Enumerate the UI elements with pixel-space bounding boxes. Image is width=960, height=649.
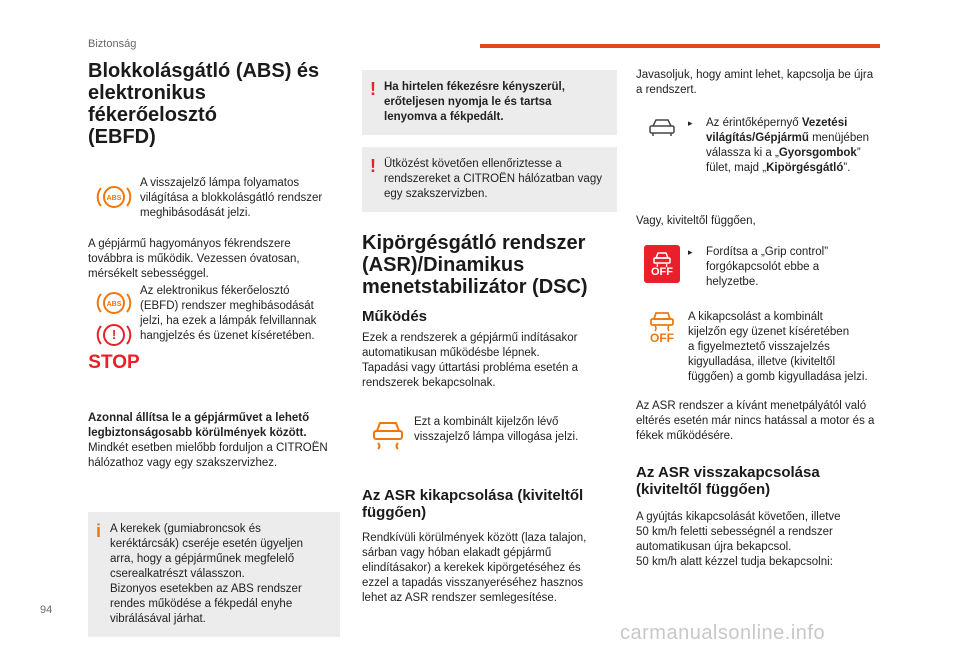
asr-para-2: Rendkívüli körülmények között (laza talajon, sárban vagy hóban elakadt gépjármű elindításakor) a kerekek kipörgetéséhez és ezzel a tapadás visszanyeréséhez hasznos lehet az ASR rendszer semlegesítése. [362, 532, 587, 604]
abs-warning-icon-2 [94, 288, 134, 318]
bullet-arrow-2: ▸ [688, 247, 693, 257]
column-1 [88, 60, 340, 637]
car-bullet-bold3: Kipörgésgátló [766, 162, 844, 174]
skid-off-warning-icon [648, 310, 676, 332]
car-bullet-bold2: Gyorsgombok [778, 147, 857, 159]
stop-icon-text: Az elektronikus fékerőelosztó (EBFD) rendszer meghibásodását jelzi, ha ezek a lámpák felvillannak hangjelzés és üzenet kíséretében. [140, 285, 317, 342]
section-label: Biztonság [88, 38, 137, 50]
car-bullet-pre: Az érintőképernyő [706, 117, 802, 129]
watermark: carmanualsonline.info [620, 622, 826, 644]
skid-car-icon [369, 417, 407, 451]
car-bullet-end: ”. [843, 162, 851, 174]
asr-path-para: Az ASR rendszer a kívánt menetpályától való eltérés esetén már nincs hatással a motor és a fékek működésére. [636, 400, 875, 442]
svg-text:!: ! [111, 327, 117, 342]
asr-reenable-title: Az ASR visszakapcsolása (kiviteltől függően) [636, 464, 820, 498]
off-icon-text: A kikapcsolást a kombinált kijelzőn egy üzenet kíséretében a figyelmeztető visszajelzés kigyulladása, illetve (kiviteltől függően) a gomb kigyulladása jelzi. [688, 311, 868, 383]
abs-icon-text: A visszajelző lámpa folyamatos világítása a blokkolásgátló rendszer meghibásodását jelzi. [140, 177, 323, 219]
car-bullet-mid: menüjében válassza ki a „ [706, 132, 870, 159]
abs-icon-label-2: ABS [106, 301, 122, 308]
asr-reenable-para: A gyújtás kikapcsolását követően, illetve 50 km/h feletti sebességnél a rendszer automatikusan újra bekapcsol. 50 km/h alatt kézzel tudja bekapcsolni: [636, 511, 841, 568]
abs-warning-icon [94, 182, 134, 212]
page-number: 94 [40, 604, 53, 616]
car-bullet-text [706, 116, 869, 176]
skid-icon-row [362, 415, 617, 451]
off-label: OFF [651, 265, 673, 278]
bullet-arrow: ▸ [688, 118, 693, 128]
stop-icon-row [88, 284, 340, 374]
info-box [88, 512, 340, 637]
abs-icon-label: ABS [106, 195, 122, 202]
abs-icon-row [88, 176, 340, 221]
asr-disable-title: Az ASR kikapcsolása (kiviteltől függően) [362, 487, 584, 521]
off-bullet-text: Fordítsa a „Grip control” forgókapcsolót ebbe a helyzetbe. [706, 246, 829, 288]
reenable-para: Javasoljuk, hogy amint lehet, kapcsolja be újra a rendszert. [636, 69, 874, 96]
abs-title: Blokkolásgátló (ABS) és elektronikus fékerőelosztó (EBFD) [88, 60, 320, 148]
asr-para-1: Ezek a rendszerek a gépjármű indításakor automatikusan működésbe lépnek. Tapadási vagy úttartási probléma esetén a rendszerek bekapcsolnak. [362, 332, 579, 389]
info-icon: i [96, 521, 102, 541]
off-warning-row [636, 310, 896, 385]
abs-para-2-bold: Azonnal állítsa le a gépjárművet a lehető legbiztonságosabb körülmények között. [88, 412, 310, 439]
skid-car-icon-white [652, 251, 672, 267]
car-bullet-row [636, 116, 896, 176]
abs-para-2-rest: Mindkét esetben mielőbb forduljon a CITROËN hálózathoz vagy egy szakszervizhez. [88, 442, 328, 469]
grip-control-off-icon [644, 245, 680, 283]
skid-icon-text: Ezt a kombinált kijelzőn lévő visszajelző lámpa villogása jelzi. [414, 416, 579, 443]
car-bullet-mid2: ” fület, majd „ [706, 147, 861, 174]
warning-box-1 [362, 70, 617, 135]
stop-icon: STOP [88, 352, 140, 373]
asr-title: Kipörgésgátló rendszer (ASR)/Dinamikus menetstabilizátor (DSC) [362, 232, 588, 298]
exclamation-icon-2: ! [370, 156, 376, 176]
column-3 [636, 68, 896, 570]
or-para: Vagy, kiviteltől függően, [636, 215, 756, 227]
exclamation-icon: ! [370, 79, 376, 99]
abs-para-2 [88, 396, 340, 486]
brake-warning-icon [94, 320, 134, 350]
warning-box-2-text: Ütközést követően ellenőriztesse a rendszereket a CITROËN hálózatban vagy egy szakszervizben. [384, 158, 602, 200]
off-warning-label: OFF [650, 331, 674, 345]
column-2 [362, 70, 617, 606]
warning-box-1-text: Ha hirtelen fékezésre kényszerül, erőteljesen nyomja le és tartsa lenyomva a fékpedált. [384, 81, 565, 123]
abs-para-1: A gépjármű hagyományos fékrendszere továbbra is működik. Vezessen óvatosan, mérsékelt sebességgel. [88, 238, 300, 280]
off-button-row [636, 245, 896, 290]
car-icon [647, 118, 677, 138]
header-accent-bar [480, 44, 880, 48]
warning-box-2 [362, 147, 617, 212]
info-box-text: A kerekek (gumiabroncsok és keréktárcsák) cseréje esetén ügyeljen arra, hogy a gépjárműnek megfelelő cserealkatrészt válasszon. Bizonyos esetekben az ABS rendszer rendes működése a fékpedál enyhe vibrálásával járhat. [110, 523, 304, 625]
car-bullet-bold1: Vezetési világítás/Gépjármű [706, 117, 848, 144]
asr-sub-operation: Működés [362, 308, 428, 325]
